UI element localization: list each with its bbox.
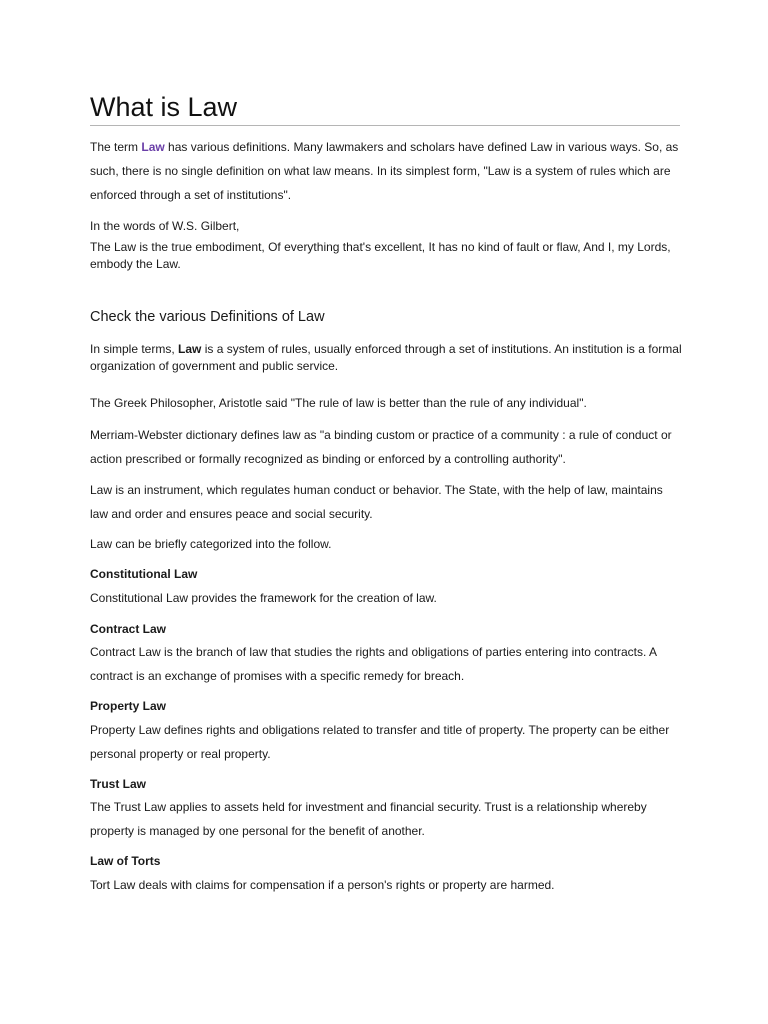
law-link[interactable]: Law — [141, 140, 165, 154]
gilbert-quote: The Law is the true embodiment, Of everything that's excellent, It has no kind of fault or flaw, And I, my Lords, embody the Law. — [90, 240, 671, 271]
constitutional-law-heading: Constitutional Law — [90, 567, 198, 581]
title-divider — [90, 125, 680, 126]
trust-law-text: The Trust Law applies to assets held for investment and financial security. Trust is a relationship whereby property is managed by one personal for the benefit of another. — [90, 800, 647, 838]
simple-terms-before: In simple terms, — [90, 342, 179, 356]
law-of-torts-text: Tort Law deals with claims for compensation if a person's rights or property are harmed. — [90, 878, 555, 892]
intro-text-before: The term — [90, 140, 142, 154]
gilbert-lead: In the words of W.S. Gilbert, — [90, 219, 240, 233]
constitutional-law-text: Constitutional Law provides the framework for the creation of law. — [90, 591, 437, 605]
property-law-heading: Property Law — [90, 699, 167, 713]
simple-terms-law: Law — [178, 342, 202, 356]
page-title: What is Law — [90, 92, 238, 122]
definitions-heading: Check the various Definitions of Law — [90, 309, 325, 325]
instrument-paragraph: Law is an instrument, which regulates human conduct or behavior. The State, with the help of law, maintains law and order and ensures peace and social security. — [90, 483, 663, 521]
simple-terms-after: is a system of rules, usually enforced through a set of institutions. An institution is a formal organization of government and public service. — [90, 342, 682, 373]
law-of-torts-heading: Law of Torts — [90, 854, 161, 868]
contract-law-heading: Contract Law — [90, 622, 167, 636]
property-law-text: Property Law defines rights and obligations related to transfer and title of property. The property can be either personal property or real property. — [90, 723, 670, 761]
merriam-paragraph: Merriam-Webster dictionary defines law as "a binding custom or practice of a community : a rule of conduct or action prescribed or formally recognized as binding or enforced by a controlling authority". — [90, 428, 672, 466]
categories-intro: Law can be briefly categorized into the follow. — [90, 537, 332, 551]
intro-text-after: has various definitions. Many lawmakers and scholars have defined Law in various ways. So, as such, there is no single definition on what law means. In its simplest form, "Law is a system of rules which are enforced through a set of institutions". — [90, 140, 679, 202]
intro-paragraph — [90, 135, 682, 207]
simple-terms-paragraph — [90, 341, 682, 375]
aristotle-paragraph: The Greek Philosopher, Aristotle said "The rule of law is better than the rule of any individual". — [90, 396, 587, 410]
trust-law-heading: Trust Law — [90, 777, 147, 791]
contract-law-text: Contract Law is the branch of law that studies the rights and obligations of parties entering into contracts. A contract is an exchange of promises with a specific remedy for breach. — [90, 645, 657, 683]
